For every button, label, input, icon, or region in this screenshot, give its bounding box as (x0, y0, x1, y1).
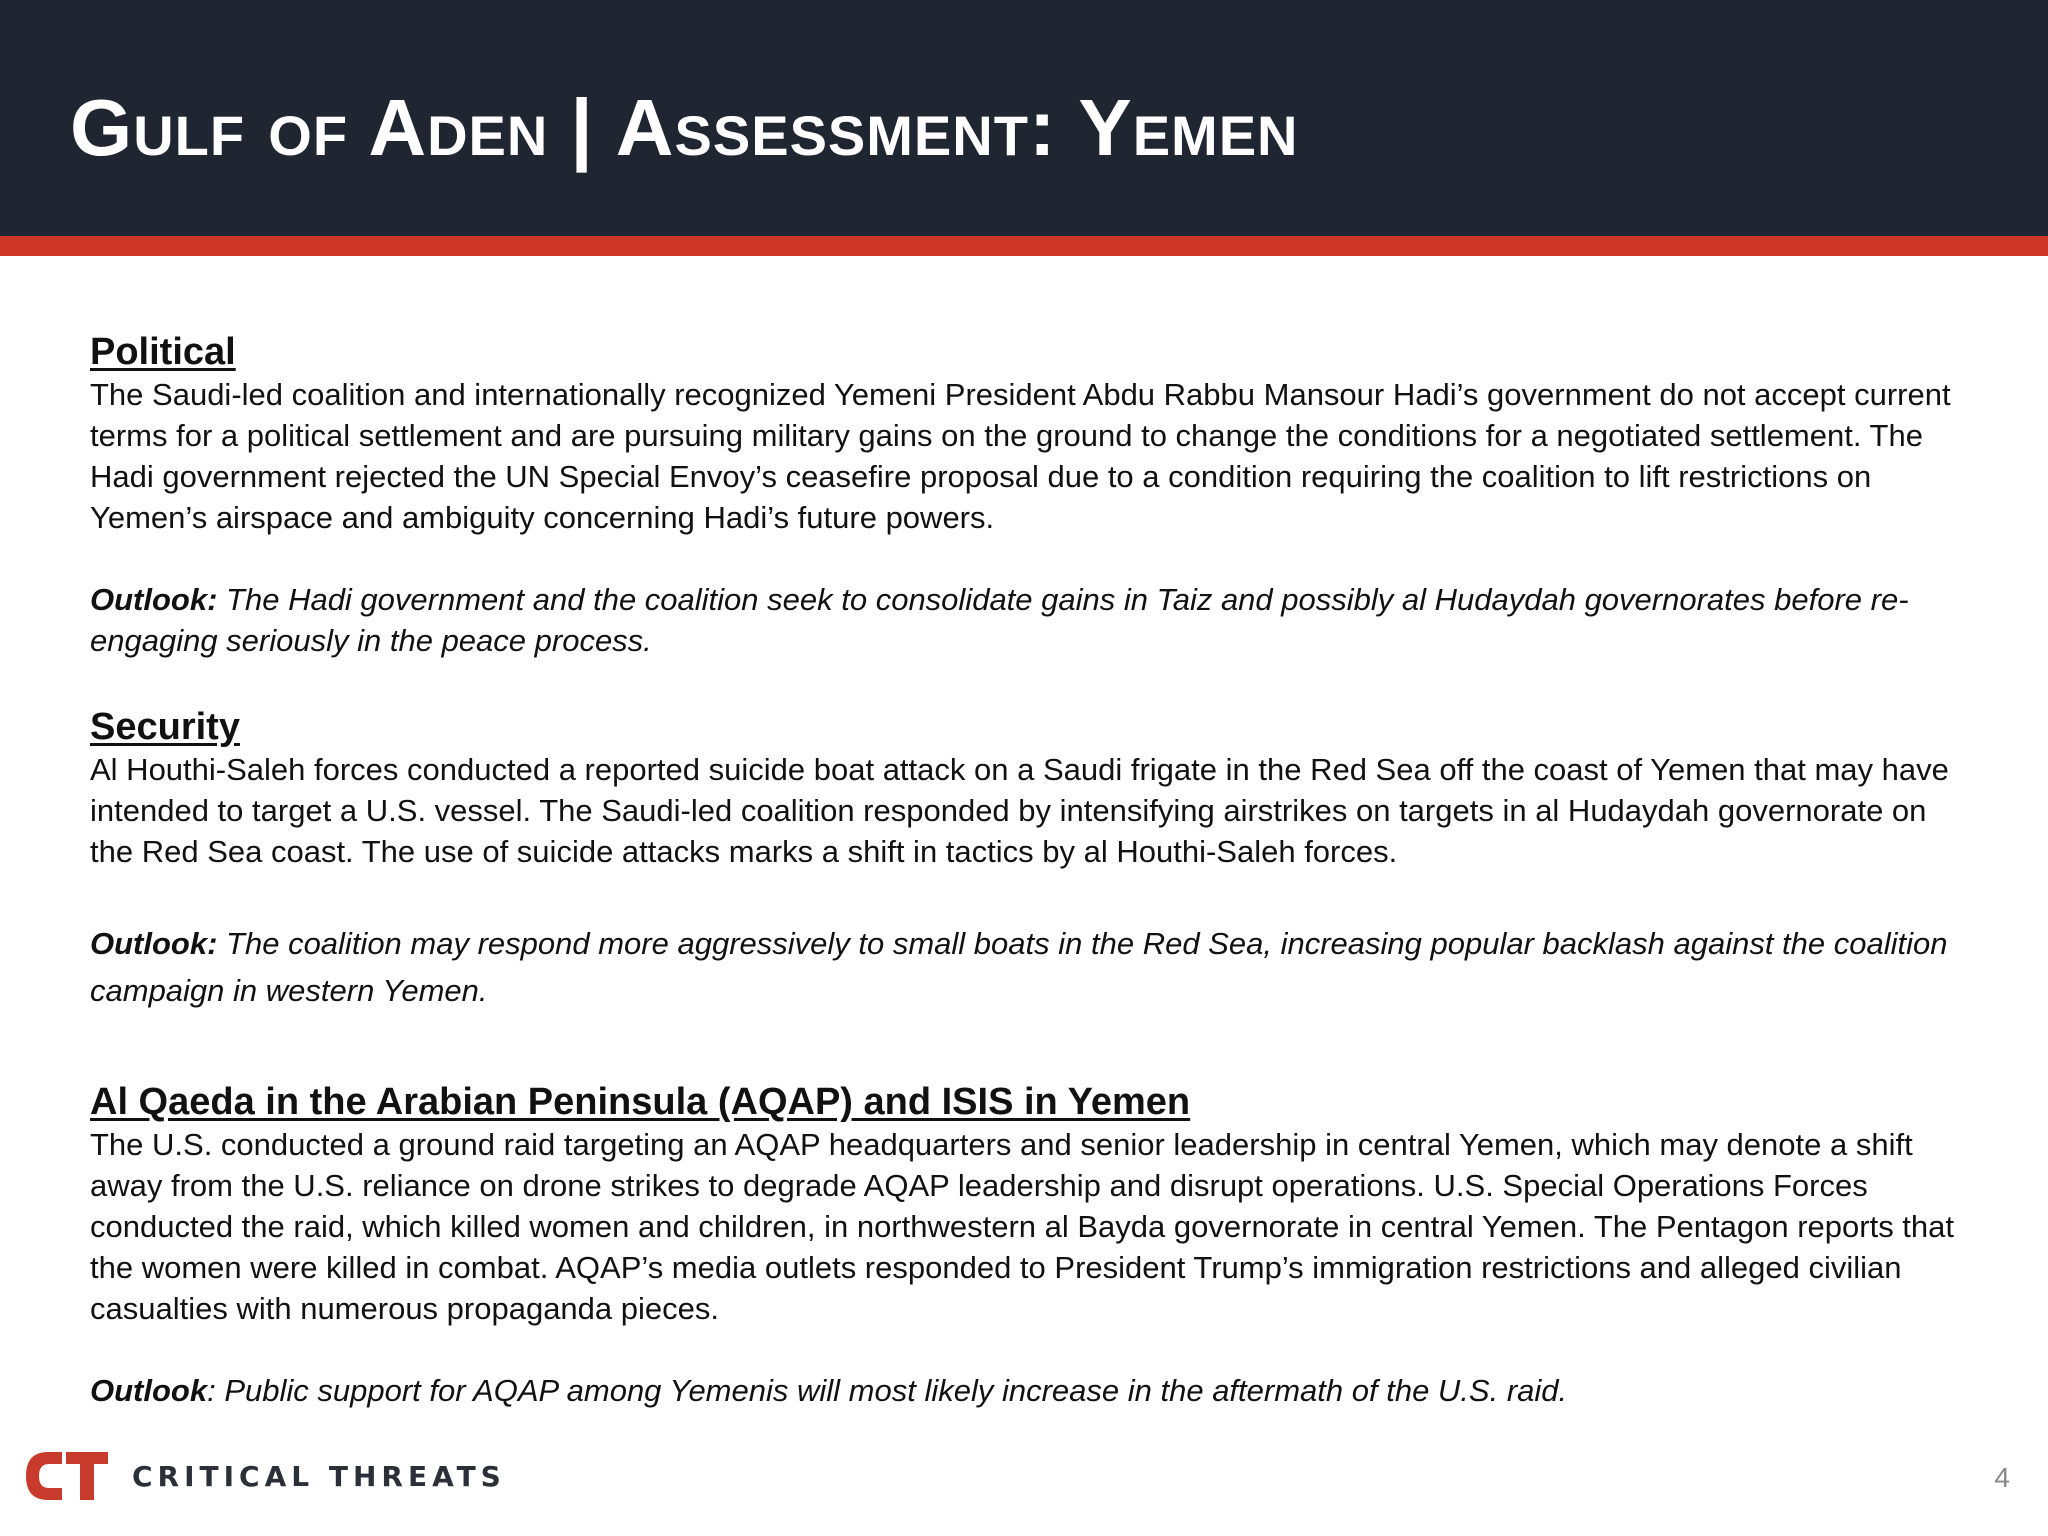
outlook-label: Outlook: (90, 582, 218, 617)
section-political (90, 330, 1970, 661)
section-outlook (90, 920, 1970, 1014)
outlook-label: Outlook (90, 1373, 208, 1408)
page-number: 4 (1994, 1462, 2010, 1493)
section-heading: Al Qaeda in the Arabian Peninsula (AQAP) and ISIS in Yemen (90, 1081, 1191, 1123)
section-body: Al Houthi-Saleh forces conducted a reported suicide boat attack on a Saudi frigate in the Red Sea off the coast of Yemen that may have intended to target a U.S. vessel. The Saudi-led coalition responded by intensifying airstrikes on targets in al Hudaydah governorate on the Red Sea coast. The use of suicide attacks marks a shift in tactics by al Houthi-Saleh forces. (90, 752, 1949, 869)
section-heading: Security (90, 706, 240, 748)
section-aqap-isis (90, 1080, 1970, 1411)
outlook-text: The Hadi government and the coalition seek to consolidate gains in Taiz and possibly al Hudaydah governorates before re-engaging seriously in the peace process. (90, 582, 1909, 658)
header-accent-stripe (0, 236, 2048, 256)
outlook-text: : Public support for AQAP among Yemenis will most likely increase in the aftermath of the U.S. raid. (207, 1373, 1568, 1408)
slide-header (0, 0, 2048, 236)
critical-threats-logo (22, 1446, 506, 1506)
section-security (90, 705, 1970, 1014)
section-heading: Political (90, 331, 236, 373)
title-subject: Assessment: Yemen (615, 83, 1299, 172)
section-body: The Saudi-led coalition and internationally recognized Yemeni President Abdu Rabbu Mansour Hadi’s government do not accept current terms for a political settlement and are pursuing military gains on the ground to change the conditions for a negotiated settlement. The Hadi government rejected the UN Special Envoy’s ceasefire proposal due to a condition requiring the coalition to lift restrictions on Yemen’s airspace and ambiguity concerning Hadi’s future powers. (90, 377, 1951, 535)
title-separator: | (570, 83, 594, 172)
slide-content (90, 330, 1970, 1411)
outlook-label: Outlook: (90, 926, 218, 961)
section-outlook (90, 579, 1970, 661)
outlook-text: The coalition may respond more aggressively to small boats in the Red Sea, increasing popular backlash against the coalition campaign in western Yemen. (90, 926, 1948, 1008)
logo-wordmark: CRITICAL THREATS (132, 1459, 506, 1493)
title-location: Gulf of Aden (70, 83, 549, 172)
ct-logo-icon (22, 1446, 112, 1506)
slide-title (70, 80, 1299, 176)
section-outlook (90, 1370, 1970, 1411)
section-body: The U.S. conducted a ground raid targeting an AQAP headquarters and senior leadership in central Yemen, which may denote a shift away from the U.S. reliance on drone strikes to degrade AQAP leadership and disrupt operations. U.S. Special Operations Forces conducted the raid, which killed women and children, in northwestern al Bayda governorate in central Yemen. The Pentagon reports that the women were killed in combat. AQAP’s media outlets responded to President Trump’s immigration restrictions and alleged civilian casualties with numerous propaganda pieces. (90, 1127, 1955, 1326)
